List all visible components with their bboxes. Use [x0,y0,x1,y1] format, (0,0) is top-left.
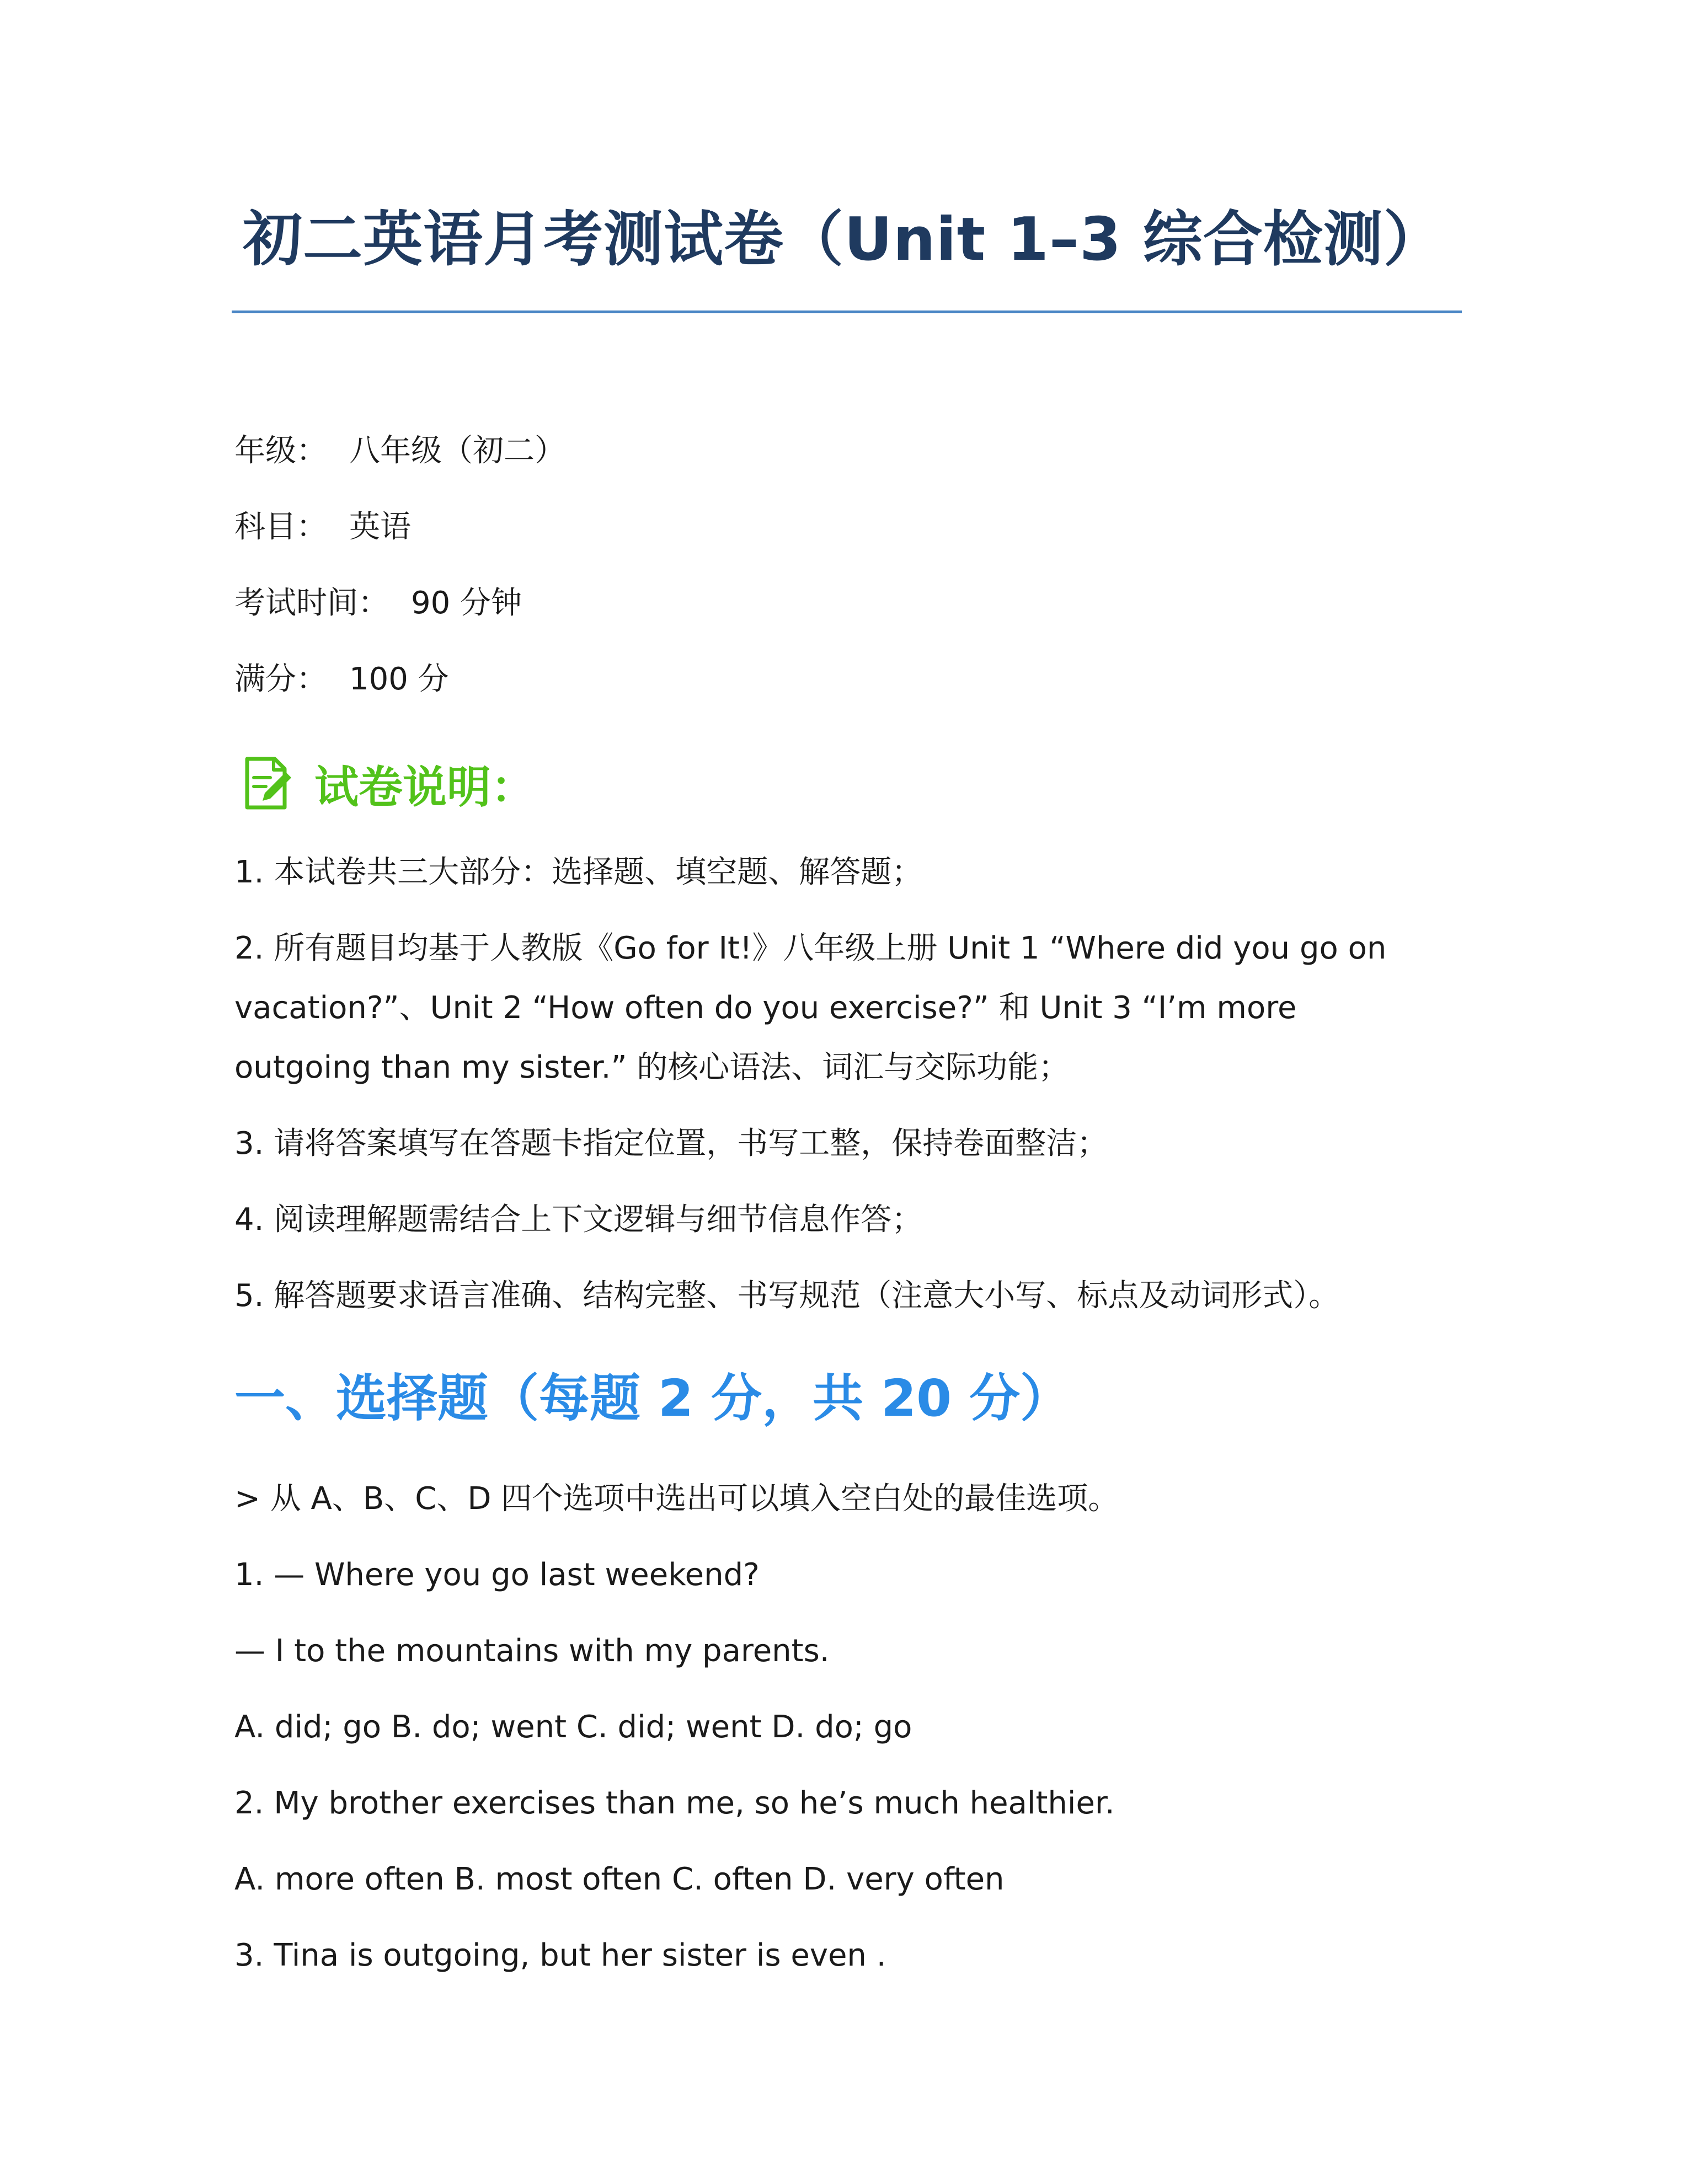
meta-label: 考试时间： [234,585,389,621]
answer-options: A. did; go B. do; went C. did; went D. do; go [234,1709,912,1745]
note-line: 1. 本试卷共三大部分：选择题、填空题、解答题； [234,854,923,890]
section-heading-choice: 一、选择题（每题 2 分，共 20 分） [234,1369,1071,1428]
meta-duration [234,585,522,621]
meta-value: 英语 [349,509,411,545]
meta-label: 年级： [234,433,327,469]
note-line: 2. 所有题目均基于人教版《Go for It!》八年级上册 Unit 1 “Where did you go on [234,930,1387,966]
question-line: 2. My brother exercises than me, so he’s much healthier. [234,1785,1115,1821]
note-line: 4. 阅读理解题需结合上下文逻辑与细节信息作答； [234,1202,923,1238]
notes-title: 试卷说明： [314,761,535,813]
note-line: 3. 请将答案填写在答题卡指定位置，书写工整，保持卷面整洁； [234,1126,1108,1161]
edit-note-icon [243,756,292,811]
meta-full-score [234,661,449,697]
meta-grade [234,433,565,469]
note-line: outgoing than my sister.” 的核心语法、词汇与交际功能； [234,1050,1070,1085]
meta-subject [234,509,411,545]
meta-value: 100 分 [349,661,449,697]
question-line: 3. Tina is outgoing, but her sister is even . [234,1937,886,1973]
question-line: — I to the mountains with my parents. [234,1633,830,1669]
question-line: 1. — Where you go last weekend? [234,1557,760,1593]
notes-heading [243,756,535,811]
meta-label: 满分： [234,661,327,697]
note-line: vacation?”、Unit 2 “How often do you exercise?” 和 Unit 3 “I’m more [234,990,1297,1026]
answer-options: A. more often B. most often C. often D. very often [234,1861,1005,1897]
section-instruction: > 从 A、B、C、D 四个选项中选出可以填入空白处的最佳选项。 [234,1481,1119,1517]
meta-value: 90 分钟 [411,585,522,621]
note-line: 5. 解答题要求语言准确、结构完整、书写规范（注意大小写、标点及动词形式）。 [234,1278,1340,1314]
meta-value: 八年级（初二） [349,433,565,469]
page-title: 初二英语月考测试卷（Unit 1–3 综合检测） [243,205,1444,274]
title-divider [232,311,1462,313]
meta-label: 科目： [234,509,327,545]
